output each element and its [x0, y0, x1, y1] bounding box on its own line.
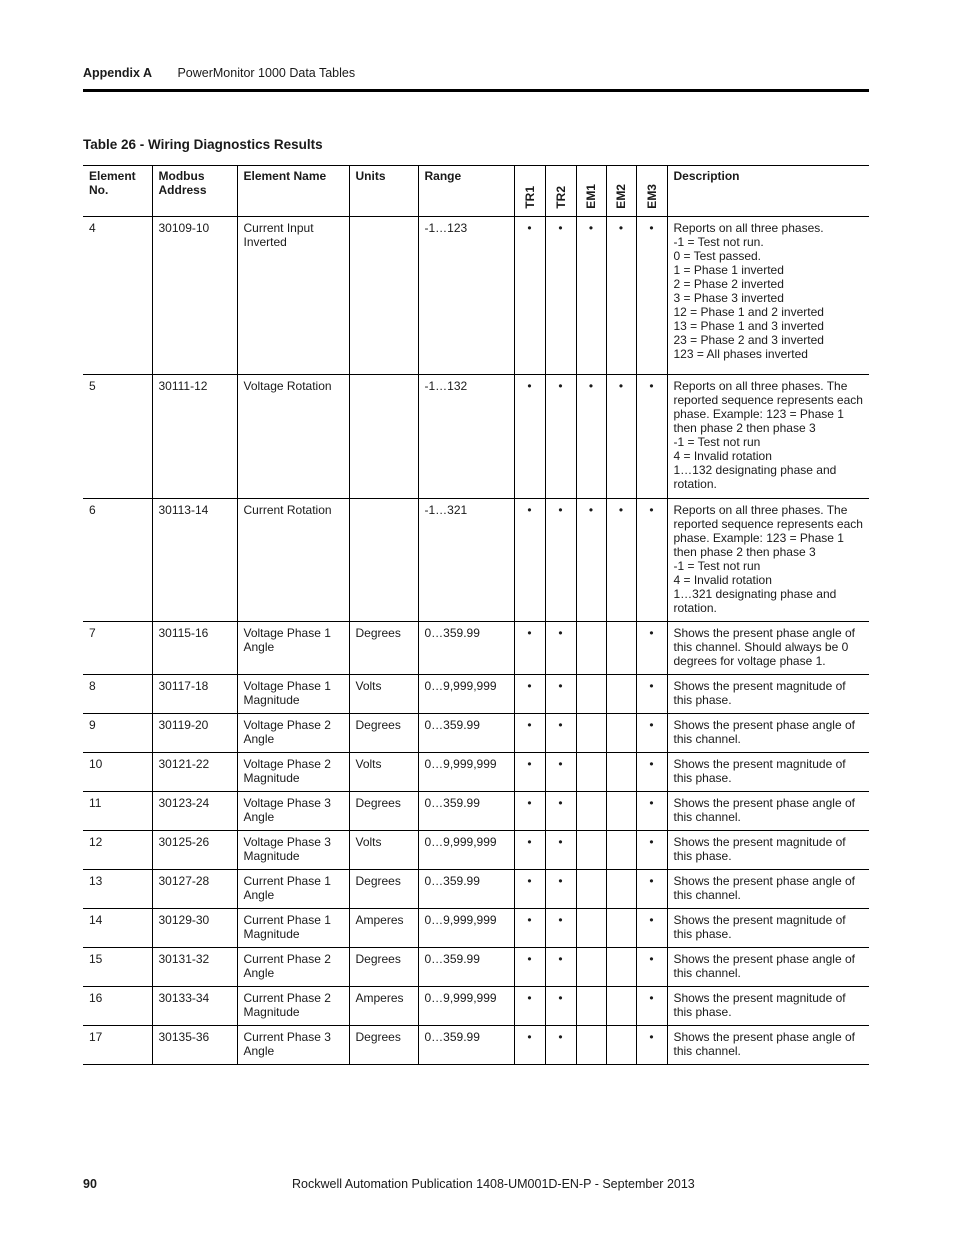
description-line: Shows the present phase angle of this channel.	[673, 952, 855, 980]
cell-tr2: •	[545, 1026, 576, 1065]
table-row	[83, 622, 869, 675]
cell-em3: •	[636, 499, 667, 622]
cell-em3: •	[636, 792, 667, 831]
cell-em2: •	[606, 375, 636, 499]
cell-units	[349, 217, 418, 375]
cell-em1: •	[576, 217, 606, 375]
cell-element-name: Voltage Phase 2 Angle	[237, 714, 349, 753]
cell-tr2: •	[545, 753, 576, 792]
cell-modbus-address: 30129-30	[152, 909, 237, 948]
cell-units	[349, 499, 418, 622]
cell-em3: •	[636, 675, 667, 714]
cell-element-name: Current Phase 2 Angle	[237, 948, 349, 987]
cell-em1	[576, 831, 606, 870]
cell-tr2: •	[545, 909, 576, 948]
cell-range: -1…132	[418, 375, 514, 499]
col-element-no: Element No.	[89, 169, 136, 197]
cell-element-name: Current Rotation	[237, 499, 349, 622]
cell-units: Degrees	[349, 622, 418, 675]
cell-modbus-address: 30111-12	[152, 375, 237, 499]
cell-em2	[606, 714, 636, 753]
cell-em1	[576, 675, 606, 714]
cell-element-name: Current Phase 1 Angle	[237, 870, 349, 909]
cell-element-no: 4	[89, 221, 96, 235]
col-tr2	[545, 166, 576, 217]
cell-em1: •	[576, 499, 606, 622]
col-em3	[636, 166, 667, 217]
cell-element-no: 8	[89, 679, 96, 693]
table-caption: Table 26 - Wiring Diagnostics Results	[83, 137, 323, 152]
cell-modbus-address: 30109-10	[152, 217, 237, 375]
cell-element-name: Current Phase 2 Magnitude	[237, 987, 349, 1026]
col-em1-label: EM1	[584, 184, 598, 209]
cell-units: Amperes	[349, 987, 418, 1026]
col-tr1	[514, 166, 545, 217]
cell-range: 0…359.99	[418, 1026, 514, 1065]
cell-element-no: 9	[89, 718, 96, 732]
cell-units: Volts	[349, 675, 418, 714]
cell-units: Volts	[349, 831, 418, 870]
table-row	[83, 792, 869, 831]
cell-em2	[606, 909, 636, 948]
cell-element-no: 11	[89, 796, 102, 810]
cell-em3: •	[636, 1026, 667, 1065]
cell-em3: •	[636, 909, 667, 948]
cell-description	[667, 217, 869, 375]
cell-em1	[576, 987, 606, 1026]
running-header	[83, 66, 355, 80]
cell-description	[667, 987, 869, 1026]
cell-description	[667, 1026, 869, 1065]
cell-modbus-address: 30117-18	[152, 675, 237, 714]
cell-description	[667, 909, 869, 948]
col-tr1-label: TR1	[522, 186, 537, 209]
cell-em3: •	[636, 987, 667, 1026]
cell-description	[667, 948, 869, 987]
cell-tr2: •	[545, 622, 576, 675]
col-description: Description	[667, 166, 869, 217]
cell-tr2: •	[545, 948, 576, 987]
cell-em3: •	[636, 948, 667, 987]
cell-modbus-address: 30131-32	[152, 948, 237, 987]
cell-tr1: •	[514, 831, 545, 870]
cell-modbus-address: 30123-24	[152, 792, 237, 831]
cell-tr2: •	[545, 675, 576, 714]
cell-units: Degrees	[349, 792, 418, 831]
cell-range: 0…359.99	[418, 870, 514, 909]
cell-description	[667, 675, 869, 714]
cell-range: -1…123	[418, 217, 514, 375]
table-row	[83, 831, 869, 870]
cell-em2	[606, 753, 636, 792]
cell-em1	[576, 1026, 606, 1065]
cell-units: Degrees	[349, 714, 418, 753]
cell-tr1: •	[514, 948, 545, 987]
cell-element-no: 13	[89, 874, 103, 888]
description-line: 1…321 designating phase and rotation.	[673, 587, 837, 615]
cell-element-no: 14	[89, 913, 103, 927]
cell-em1	[576, 870, 606, 909]
cell-units: Degrees	[349, 1026, 418, 1065]
header-rule	[83, 89, 869, 92]
cell-em2: •	[606, 499, 636, 622]
cell-tr1: •	[514, 792, 545, 831]
cell-tr1: •	[514, 375, 545, 499]
cell-em2	[606, 870, 636, 909]
cell-tr1: •	[514, 499, 545, 622]
description-line: Shows the present magnitude of this phase.	[673, 679, 846, 707]
cell-units	[349, 375, 418, 499]
cell-description	[667, 714, 869, 753]
cell-em1	[576, 753, 606, 792]
cell-units: Degrees	[349, 870, 418, 909]
description-line: Shows the present magnitude of this phase.	[673, 991, 846, 1019]
cell-description	[667, 792, 869, 831]
cell-element-no: 17	[89, 1030, 103, 1044]
description-line: 0 = Test passed.	[673, 249, 762, 263]
description-line: Shows the present magnitude of this phase.	[673, 835, 846, 863]
cell-description	[667, 622, 869, 675]
cell-tr1: •	[514, 870, 545, 909]
cell-em2	[606, 675, 636, 714]
cell-em3: •	[636, 375, 667, 499]
cell-description	[667, 870, 869, 909]
table-row	[83, 753, 869, 792]
cell-range: 0…9,999,999	[418, 909, 514, 948]
cell-tr1: •	[514, 1026, 545, 1065]
cell-em1: •	[576, 375, 606, 499]
cell-element-no: 6	[89, 503, 96, 517]
cell-range: 0…359.99	[418, 948, 514, 987]
cell-em2	[606, 622, 636, 675]
publication-info: Rockwell Automation Publication 1408-UM001D-EN-P - September 2013	[292, 1177, 695, 1191]
cell-range: 0…359.99	[418, 622, 514, 675]
table-row	[83, 375, 869, 499]
cell-em3: •	[636, 217, 667, 375]
table-row	[83, 870, 869, 909]
description-line: Shows the present phase angle of this channel.	[673, 874, 855, 902]
cell-description	[667, 375, 869, 499]
col-range: Range	[418, 166, 514, 217]
cell-element-name: Voltage Phase 1 Angle	[237, 622, 349, 675]
cell-range: 0…9,999,999	[418, 831, 514, 870]
table-body	[83, 217, 869, 1065]
cell-modbus-address: 30135-36	[152, 1026, 237, 1065]
col-units: Units	[349, 166, 418, 217]
cell-modbus-address: 30119-20	[152, 714, 237, 753]
table-row	[83, 1026, 869, 1065]
header-title: PowerMonitor 1000 Data Tables	[177, 66, 356, 80]
description-line: 4 = Invalid rotation	[673, 573, 772, 587]
cell-range: -1…321	[418, 499, 514, 622]
description-line: Shows the present phase angle of this channel.	[673, 718, 855, 746]
wiring-diagnostics-table	[83, 165, 869, 1065]
cell-tr2: •	[545, 792, 576, 831]
cell-range: 0…9,999,999	[418, 675, 514, 714]
cell-tr1: •	[514, 217, 545, 375]
cell-modbus-address: 30121-22	[152, 753, 237, 792]
description-line: 4 = Invalid rotation	[673, 449, 772, 463]
cell-range: 0…9,999,999	[418, 987, 514, 1026]
description-line: 3 = Phase 3 inverted	[673, 291, 784, 305]
cell-element-name: Current Phase 1 Magnitude	[237, 909, 349, 948]
cell-element-name: Current Phase 3 Angle	[237, 1026, 349, 1065]
col-em3-label: EM3	[644, 184, 659, 209]
table-row	[83, 217, 869, 375]
cell-element-name: Voltage Phase 3 Magnitude	[237, 831, 349, 870]
description-line: 23 = Phase 2 and 3 inverted	[673, 333, 824, 347]
cell-units: Degrees	[349, 948, 418, 987]
cell-em3: •	[636, 831, 667, 870]
cell-em3: •	[636, 714, 667, 753]
cell-range: 0…359.99	[418, 714, 514, 753]
description-line: -1 = Test not run	[673, 435, 761, 449]
cell-tr2: •	[545, 217, 576, 375]
cell-tr2: •	[545, 714, 576, 753]
col-modbus-address: Modbus Address	[152, 166, 237, 217]
page-number: 90	[83, 1177, 97, 1191]
description-line: -1 = Test not run	[673, 559, 761, 573]
table-row	[83, 499, 869, 622]
description-line: 123 = All phases inverted	[673, 347, 808, 361]
cell-tr1: •	[514, 909, 545, 948]
cell-element-no: 5	[89, 379, 96, 393]
cell-description	[667, 499, 869, 622]
cell-modbus-address: 30133-34	[152, 987, 237, 1026]
description-line: 13 = Phase 1 and 3 inverted	[673, 319, 824, 333]
description-line: Shows the present phase angle of this channel.	[673, 1030, 855, 1058]
cell-description	[667, 753, 869, 792]
cell-tr1: •	[514, 622, 545, 675]
cell-modbus-address: 30113-14	[152, 499, 237, 622]
description-line: Shows the present magnitude of this phase.	[673, 913, 846, 941]
cell-em2	[606, 792, 636, 831]
cell-tr2: •	[545, 831, 576, 870]
cell-em1	[576, 909, 606, 948]
appendix-label: Appendix A	[83, 66, 152, 80]
cell-description	[667, 831, 869, 870]
cell-em1	[576, 948, 606, 987]
description-line: 12 = Phase 1 and 2 inverted	[673, 305, 824, 319]
cell-element-name: Voltage Rotation	[237, 375, 349, 499]
cell-tr2: •	[545, 499, 576, 622]
cell-modbus-address: 30127-28	[152, 870, 237, 909]
cell-em3: •	[636, 870, 667, 909]
cell-tr2: •	[545, 375, 576, 499]
col-em2-label: EM2	[614, 184, 628, 209]
cell-tr2: •	[545, 870, 576, 909]
cell-range: 0…359.99	[418, 792, 514, 831]
cell-tr1: •	[514, 714, 545, 753]
cell-modbus-address: 30125-26	[152, 831, 237, 870]
cell-element-name: Voltage Phase 1 Magnitude	[237, 675, 349, 714]
cell-tr2: •	[545, 987, 576, 1026]
description-line: 1 = Phase 1 inverted	[673, 263, 784, 277]
cell-em1	[576, 792, 606, 831]
description-line: Shows the present phase angle of this channel.	[673, 796, 855, 824]
col-tr2-label: TR2	[553, 186, 568, 209]
table-row	[83, 714, 869, 753]
cell-em2	[606, 948, 636, 987]
cell-units: Amperes	[349, 909, 418, 948]
description-line: Reports on all three phases. The reported sequence represents each phase. Example: 123 = Phase 1 then phase 2 then phase 3	[673, 503, 863, 559]
table-row	[83, 909, 869, 948]
cell-units: Volts	[349, 753, 418, 792]
table-row	[83, 675, 869, 714]
table-row	[83, 948, 869, 987]
cell-em1	[576, 622, 606, 675]
table-row	[83, 987, 869, 1026]
col-em2	[606, 166, 636, 217]
col-em1	[576, 166, 606, 217]
cell-element-no: 16	[89, 991, 103, 1005]
description-line: 2 = Phase 2 inverted	[673, 277, 784, 291]
cell-em2: •	[606, 217, 636, 375]
cell-element-no: 10	[89, 757, 103, 771]
col-element-name: Element Name	[237, 166, 349, 217]
cell-element-no: 12	[89, 835, 103, 849]
description-line: 1…132 designating phase and rotation.	[673, 463, 837, 491]
description-line: Shows the present magnitude of this phase.	[673, 757, 846, 785]
cell-em1	[576, 714, 606, 753]
cell-element-name: Voltage Phase 2 Magnitude	[237, 753, 349, 792]
cell-element-name: Current Input Inverted	[237, 217, 349, 375]
cell-element-no: 15	[89, 952, 103, 966]
cell-em2	[606, 987, 636, 1026]
cell-element-no: 7	[89, 626, 96, 640]
cell-tr1: •	[514, 987, 545, 1026]
description-line: -1 = Test not run.	[673, 235, 764, 249]
description-line: Reports on all three phases. The reported sequence represents each phase. Example: 123 = Phase 1 then phase 2 then phase 3	[673, 379, 863, 435]
cell-modbus-address: 30115-16	[152, 622, 237, 675]
cell-em2	[606, 831, 636, 870]
table-header-row	[83, 166, 869, 217]
cell-range: 0…9,999,999	[418, 753, 514, 792]
cell-tr1: •	[514, 753, 545, 792]
description-line: Shows the present phase angle of this channel. Should always be 0 degrees for voltage phase 1.	[673, 626, 855, 668]
description-line: Reports on all three phases.	[673, 221, 824, 235]
cell-element-name: Voltage Phase 3 Angle	[237, 792, 349, 831]
cell-em3: •	[636, 753, 667, 792]
cell-tr1: •	[514, 675, 545, 714]
cell-em2	[606, 1026, 636, 1065]
cell-em3: •	[636, 622, 667, 675]
